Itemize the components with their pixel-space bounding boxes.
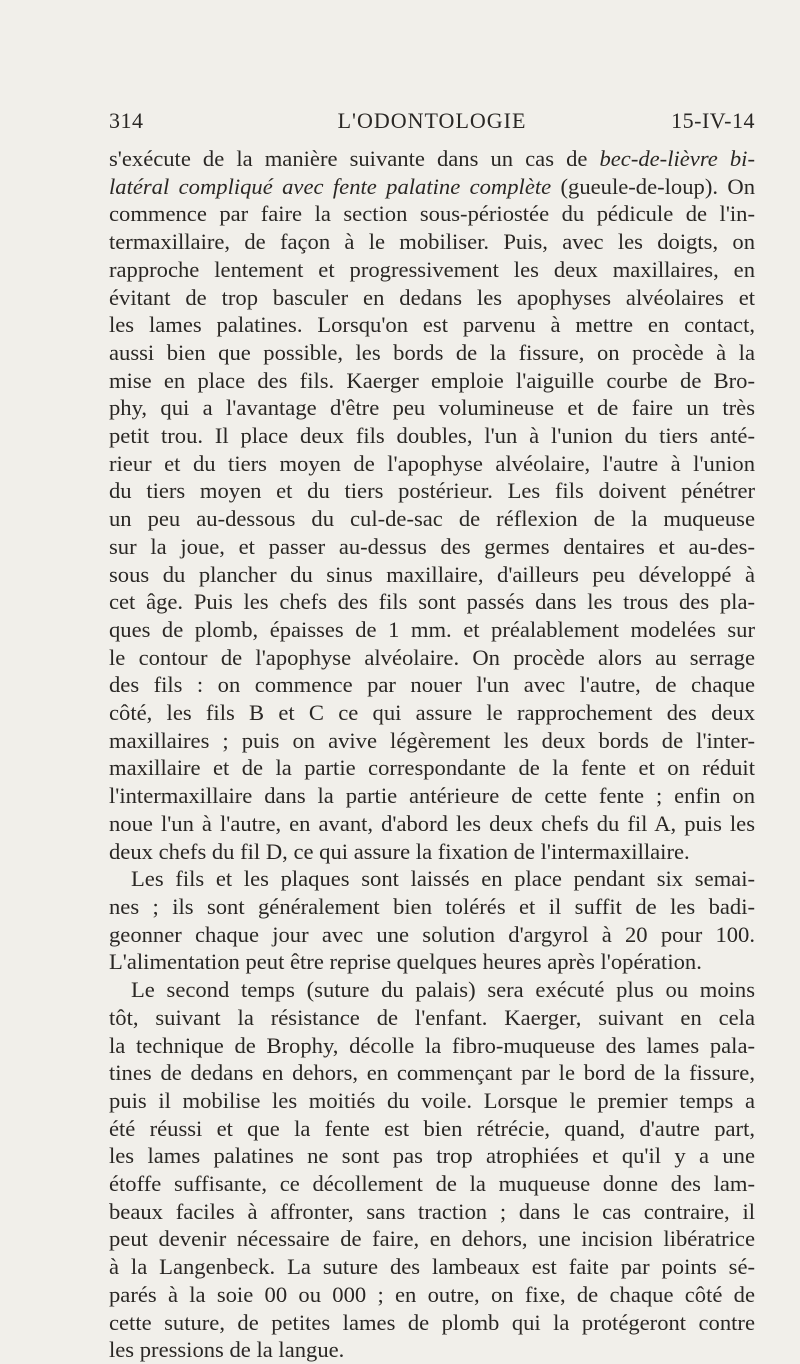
text-line: Les fils et les plaques sont laissés en place pendant six semai- [131,866,755,892]
text-line: peut devenir nécessaire de faire, en dehors, une incision libératrice [109,1226,755,1252]
text-line: puis il mobilise les moitiés du voile. Lorsque le premier temps a [109,1087,755,1113]
text-line: cette suture, de petites lames de plomb qui la protégeront contre [109,1309,755,1335]
text-line: étoffe suffisante, ce décollement de la muqueuse donne des lam- [109,1171,755,1197]
text-line [109,145,755,173]
text-line: côté, les fils B et C ce qui assure le rapprochement des deux [109,700,755,726]
text-line: été réussi et que la fente est bien rétrécie, quand, d'autre part, [109,1115,755,1141]
paragraph [109,145,755,865]
italic-term: bec-de-lièvre bi- [599,146,755,171]
paragraph [109,976,755,1364]
text-line: un peu au-dessous du cul-de-sac de réflexion de la muqueuse [109,506,755,532]
text-line: tines de dedans en dehors, en commençant par le bord de la fissure, [109,1060,755,1086]
text-line: à la Langenbeck. La suture des lambeaux est faite par points sé- [109,1254,755,1280]
text-line: rieur et du tiers moyen de l'apophyse alvéolaire, l'autre à l'union [109,450,755,476]
journal-title: L'ODONTOLOGIE [337,108,527,133]
text-line: L'alimentation peut être reprise quelques heures après l'opération. [109,949,702,975]
text-line: deux chefs du fil D, ce qui assure la fixation de l'intermaxillaire. [109,838,690,864]
text-line: sous du plancher du sinus maxillaire, d'ailleurs peu développé à [109,561,755,587]
text-line: tôt, suivant la résistance de l'enfant. Kaerger, suivant en cela [109,1004,755,1030]
text-line: beaux faciles à affronter, sans traction ; dans le cas contraire, il [109,1198,755,1224]
text-line: cet âge. Puis les chefs des fils sont passés dans les trous des pla- [109,589,755,615]
text-line: la technique de Brophy, décolle la fibro-muqueuse des lames pala- [109,1032,755,1058]
text-line: maxillaire et de la partie correspondante de la fente et on réduit [109,755,755,781]
text-line: le contour de l'apophyse alvéolaire. On procède alors au serrage [109,644,755,670]
article-body [109,145,755,1364]
issue-date: 15-IV-14 [671,108,755,133]
text-line: Le second temps (suture du palais) sera exécuté plus ou moins [131,977,755,1003]
text-line: petit trou. Il place deux fils doubles, l'un à l'union du tiers anté- [109,423,755,449]
text-line: geonner chaque jour avec une solution d'argyrol à 20 pour 100. [109,921,755,947]
text-line: parés à la soie 00 ou 000 ; en outre, on fixe, de chaque côté de [109,1281,755,1307]
italic-term: latéral compliqué avec fente palatine complète [109,173,552,199]
text-line: rapproche lentement et progressivement les deux maxillaires, en [109,256,755,282]
running-header [109,108,755,138]
text-line: les lames palatines ne sont pas trop atrophiées et qu'il y a une [109,1143,755,1169]
text-line: ques de plomb, épaisses de 1 mm. et préalablement modelées sur [109,616,755,642]
text-line [109,173,755,201]
text-line: les lames palatines. Lorsqu'on est parvenu à mettre en contact, [109,312,755,338]
text-line: noue l'un à l'autre, en avant, d'abord les deux chefs du fil A, puis les [109,810,755,836]
text-line: des fils : on commence par nouer l'un avec l'autre, de chaque [109,672,755,698]
text-line: nes ; ils sont généralement bien tolérés et il suffit de les badi- [109,893,755,919]
text-line: les pressions de la langue. [109,1337,345,1363]
text-line: sur la joue, et passer au-dessus des germes dentaires et au-des- [109,533,755,559]
text-line: phy, qui a l'avantage d'être peu volumineuse et de faire un très [109,395,755,421]
text-line: du tiers moyen et du tiers postérieur. Les fils doivent pénétrer [109,478,755,504]
text-line: mise en place des fils. Kaerger emploie l'aiguille courbe de Bro- [109,367,755,393]
text-run: (gueule-de-loup). On [551,173,755,199]
text-line: l'intermaxillaire dans la partie antérieure de cette fente ; enfin on [109,783,755,809]
text-line: maxillaires ; puis on avive légèrement les deux bords de l'inter- [109,727,755,753]
text-line: commence par faire la section sous-périostée du pédicule de l'in- [109,201,755,227]
text-line: évitant de trop basculer en dedans les apophyses alvéolaires et [109,284,755,310]
paragraph [109,865,755,976]
page-number: 314 [109,108,144,133]
text-line: termaxillaire, de façon à le mobiliser. Puis, avec les doigts, on [109,229,755,255]
text-line: aussi bien que possible, les bords de la fissure, on procède à la [109,339,755,365]
text-run: s'exécute de la manière suivante dans un cas de [109,146,600,171]
